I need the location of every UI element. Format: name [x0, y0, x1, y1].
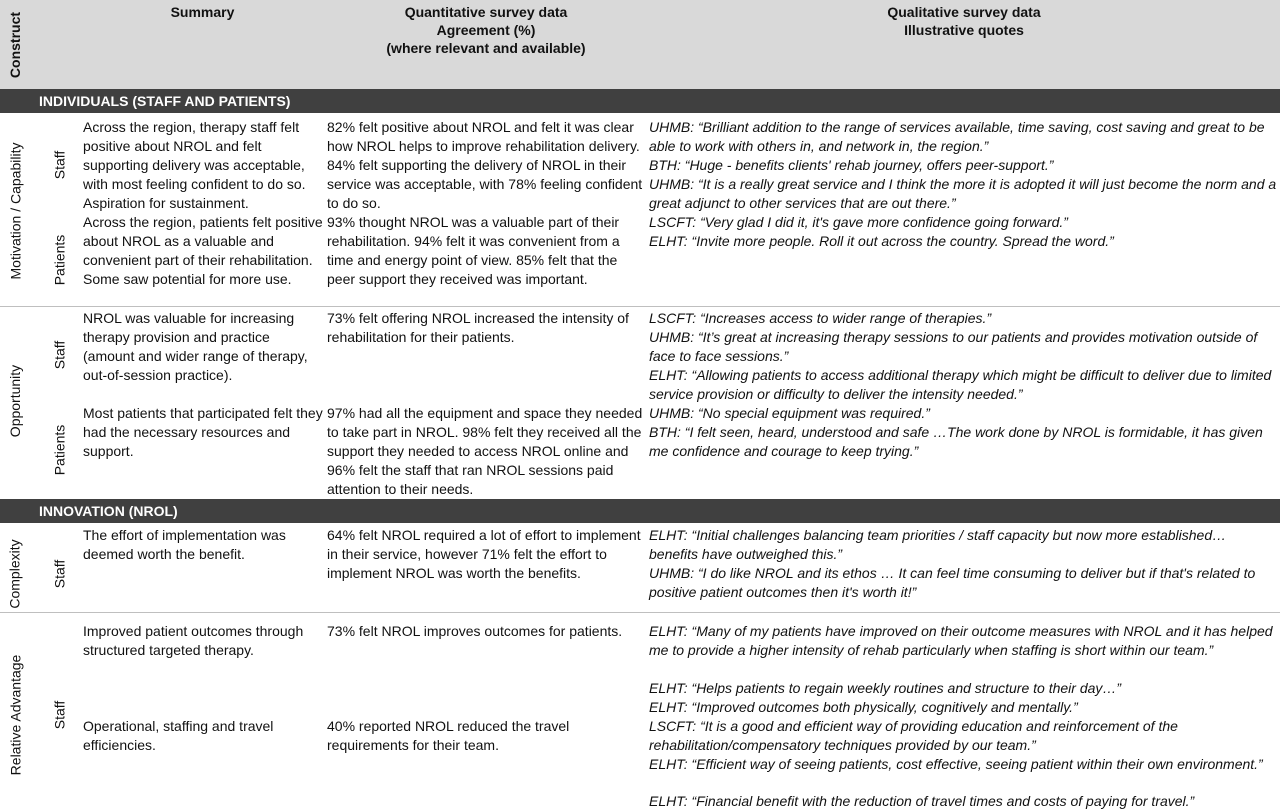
quote: UHMB: “It’s great at increasing therapy sessions to our patients and provides motivation outside of face to face sessions.”: [649, 329, 1258, 364]
summary-cell: The effort of implementation was deemed worth the benefit.: [83, 527, 286, 562]
quote: ELHT: “Helps patients to regain weekly routines and structure to their day…”: [649, 680, 1122, 696]
quote: LSCFT: “Increases access to wider range of therapies.”: [649, 310, 992, 326]
group-staff-motivation: [44, 117, 74, 212]
quote: LSCFT: “Very glad I did it, it's gave more confidence going forward.”: [649, 214, 1068, 230]
construct-opportunity-label: Opportunity: [7, 364, 23, 438]
construct-complexity: [0, 524, 30, 624]
table-header: [0, 0, 1280, 89]
quote: UHMB: “No special equipment was required.”: [649, 405, 930, 421]
group-label: Staff: [50, 340, 67, 369]
construct-motivation-label: Motivation / Capability: [7, 142, 24, 279]
group-patients-opportunity: [44, 402, 74, 497]
row-divider: [0, 612, 1280, 613]
section-individuals: [0, 89, 1280, 113]
quote: UHMB: “It is a really great service and I think the more it is adopted it will just become the norm and a great adjunct to other services that are out there.”: [649, 176, 1277, 211]
section-innovation: [0, 499, 1280, 523]
group-staff-relative-advantage: [44, 620, 74, 810]
group-label: Staff: [50, 700, 67, 730]
quote: ELHT: “Financial benefit with the reduction of travel times and costs of paying for travel.”: [649, 793, 1195, 809]
summary-cell: Most patients that participated felt they had the necessary resources and support.: [83, 405, 323, 459]
summary-cell: Across the region, therapy staff felt positive about NROL and felt supporting delivery was acceptable, with most feeling confident to do so. Aspiration for sustainment.: [83, 119, 306, 211]
quote: BTH: “I felt seen, heard, understood and safe …The work done by NROL is formidable, it has given me confidence and courage to keep trying.”: [649, 424, 1263, 459]
group-patients-motivation: [44, 212, 74, 307]
quote: BTH: “Huge - benefits clients' rehab journey, offers peer-support.”: [649, 157, 1054, 173]
construct-header-label: Construct: [7, 11, 23, 78]
construct-opportunity: [0, 307, 30, 495]
quote: ELHT: “Efficient way of seeing patients, cost effective, seeing patient within their own environment.”: [649, 756, 1263, 772]
quote: ELHT: “Initial challenges balancing team priorities / staff capacity but now more established… benefits have outweighed this.”: [649, 527, 1227, 562]
group-label: Staff: [50, 150, 67, 179]
section-innovation-label: INNOVATION (NROL): [39, 503, 178, 519]
quantitative-header: Quantitative survey data Agreement (%) (where relevant and available): [386, 4, 586, 56]
construct-relative-advantage: [0, 620, 30, 810]
quant-cell: 97% had all the equipment and space they needed to take part in NROL. 98% felt they received all the support they needed to access NROL online and 96% felt the staff that ran NROL sessions paid attention to their needs.: [327, 405, 643, 497]
construct-complexity-label: Complexity: [7, 539, 23, 609]
group-staff-complexity: [44, 524, 74, 624]
quote: ELHT: “Invite more people. Roll it out across the country. Spread the word.”: [649, 233, 1114, 249]
group-label: Staff: [50, 559, 67, 589]
quant-cell: 73% felt offering NROL increased the intensity of rehabilitation for their patients.: [327, 310, 629, 345]
quant-cell: 64% felt NROL required a lot of effort to implement in their service, however 71% felt the effort to implement NROL was worth the benefits.: [327, 527, 641, 581]
summary-cell: Improved patient outcomes through structured targeted therapy.: [83, 623, 304, 658]
quote: UHMB: “Brilliant addition to the range of services available, time saving, cost saving and great to be able to work with others in, and network in, the region.”: [649, 119, 1265, 154]
quote: UHMB: “I do like NROL and its ethos … It can feel time consuming to deliver but if that's related to positive patient outcomes then it's worth it!”: [649, 565, 1256, 600]
quant-cell: 40% reported NROL reduced the travel requirements for their team.: [327, 718, 570, 753]
section-individuals-label: INDIVIDUALS (STAFF AND PATIENTS): [39, 93, 291, 109]
group-label: Patients: [51, 234, 67, 285]
quant-cell: 82% felt positive about NROL and felt it was clear how NROL helps to improve rehabilitation delivery. 84% felt supporting the delivery of NROL in their service was acceptable, with 78% feeling confident to do so.: [327, 119, 643, 211]
quote: ELHT: “Allowing patients to access additional therapy which might be difficult to deliver due to limited service provision or difficulty to deliver the intensity needed.”: [649, 367, 1272, 402]
summary-cell: Across the region, patients felt positive about NROL as a valuable and convenient part of their rehabilitation. Some saw potential for more use.: [83, 214, 323, 287]
group-label: Patients: [51, 424, 67, 475]
construct-header: [0, 0, 30, 89]
qualitative-header: Qualitative survey data Illustrative quotes: [887, 4, 1041, 38]
construct-motivation: [0, 117, 30, 304]
quote: ELHT: “Improved outcomes both physically, cognitively and mentally.”: [649, 699, 1078, 715]
summary-cell: Operational, staffing and travel efficiencies.: [83, 718, 274, 753]
row-divider: [0, 306, 1280, 307]
group-staff-opportunity: [44, 307, 74, 402]
construct-relative-advantage-label: Relative Advantage: [7, 654, 24, 776]
quote: LSCFT: “It is a good and efficient way of providing education and reinforcement of the rehabilitation/compensatory techniques provided by our team.”: [649, 718, 1178, 753]
quant-cell: 73% felt NROL improves outcomes for patients.: [327, 623, 623, 639]
summary-cell: NROL was valuable for increasing therapy provision and practice (amount and wider range of therapy, out-of-session practice).: [83, 310, 308, 383]
summary-header: Summary: [170, 4, 235, 20]
quant-cell: 93% thought NROL was a valuable part of their rehabilitation. 94% felt it was convenient from a time and energy point of view. 85% felt that the peer support they received was important.: [327, 214, 620, 287]
quote: ELHT: “Many of my patients have improved on their outcome measures with NROL and it has helped me to provide a higher intensity of rehab particularly when staffing is short within our team.”: [649, 623, 1273, 658]
